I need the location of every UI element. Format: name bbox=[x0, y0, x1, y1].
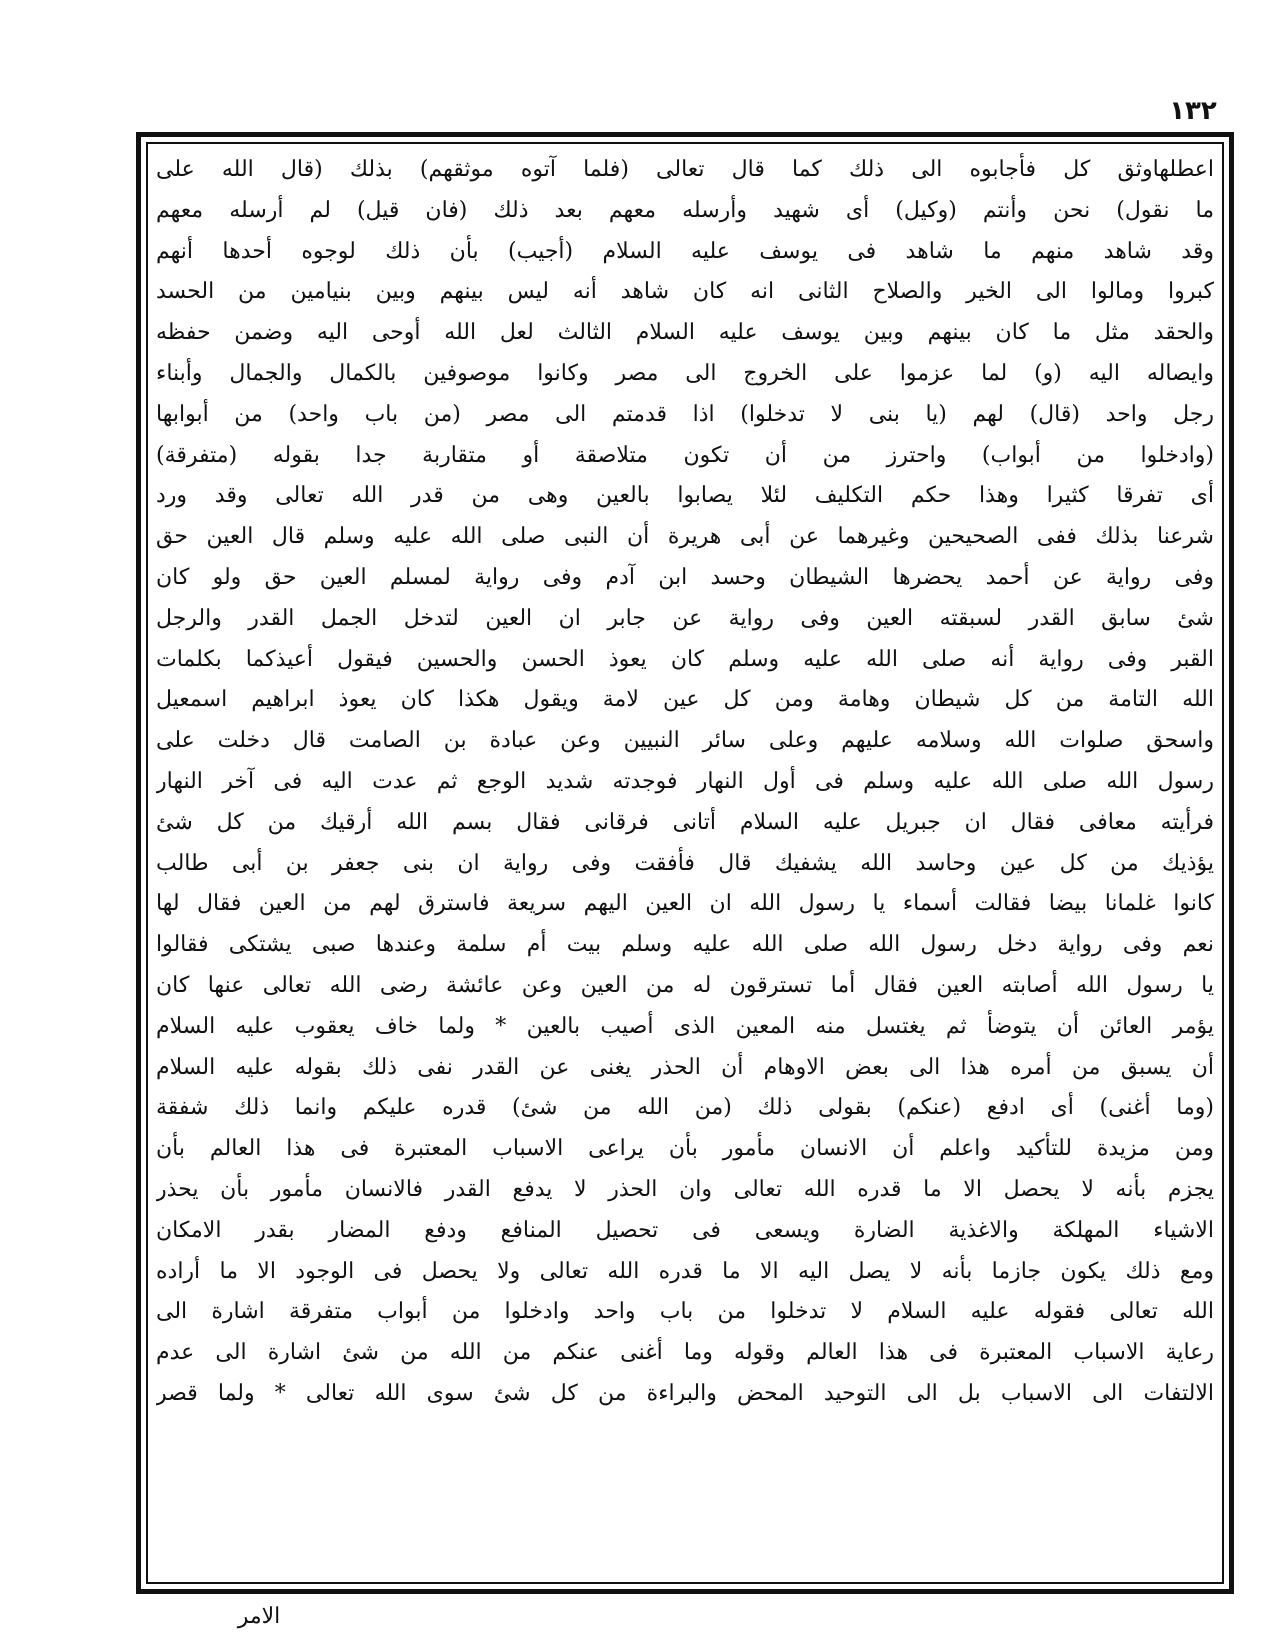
text-line: وقد شاهد منهم ما شاهد فى يوسف عليه السلام (أجيب) بأن ذلك لوجوه أحدها أنهم bbox=[156, 238, 1214, 264]
text-line: ما نقول) نحن وأنتم (وكيل) أى شهيد وأرسله معهم بعد ذلك (فان قيل) لم أرسله معهم bbox=[156, 197, 1214, 223]
text-line: اعطلهاوثق كل فأجابوه الى ذلك كما قال تعالى (فلما آتوه موثقهم) بذلك (قال الله على bbox=[156, 157, 1214, 182]
text-line: واسحق صلوات الله وسلامه عليهم وعلى سائر النبيين وعن عبادة بن الصامت قال دخلت على bbox=[156, 728, 1214, 754]
text-line: أى تفرقا كثيرا وهذا حكم التكليف لئلا يصابوا بالعين وهى من قدر الله تعالى وقد ورد bbox=[156, 483, 1214, 509]
catchword: الامر bbox=[237, 1604, 281, 1629]
main-text-block bbox=[156, 150, 1214, 1582]
text-line: فرأيته معافى فقال ان جبريل عليه السلام أتانى فرقانى فقال بسم الله أرقيك من كل شئ bbox=[156, 809, 1214, 835]
text-line: الله التامة من كل شيطان وهامة ومن كل عين لامة ويقول هكذا كان يعوذ ابراهيم اسمعيل bbox=[156, 687, 1214, 713]
text-line: يؤذيك من كل عين وحاسد الله يشفيك قال فأفقت وفى رواية ان بنى جعفر بن أبى طالب bbox=[156, 850, 1214, 876]
text-line: رعاية الاسباب المعتبرة فى هذا العالم وقوله وما أغنى عنكم من الله من شئ اشارة الى عدم bbox=[156, 1340, 1214, 1366]
text-line: شئ سابق القدر لسبقته العين وفى رواية عن جابر ان العين لتدخل الجمل القدر والرجل bbox=[156, 605, 1214, 631]
text-line: الاشياء المهلكة والاغذية الضارة ويسعى فى تحصيل المنافع ودفع المضار بقدر الامكان bbox=[156, 1217, 1214, 1243]
text-line: شرعنا بذلك ففى الصحيحين وغيرهما عن أبى هريرة أن النبى صلى الله عليه وسلم قال العين حق bbox=[156, 524, 1214, 550]
text-line: يؤمر العائن أن يتوضأ ثم يغتسل منه المعين الذى أصيب بالعين * ولما خاف يعقوب عليه السلام bbox=[156, 1013, 1214, 1039]
text-line: والحقد مثل ما كان بينهم وبين يوسف عليه السلام الثالث لعل الله أوحى اليه وضمن حفظه bbox=[156, 320, 1214, 346]
text-line: وايصاله اليه (و) لما عزموا على الخروج الى مصر وكانوا موصوفين بالكمال والجمال وأبناء bbox=[156, 360, 1214, 386]
text-line: (وما أغنى) أى ادفع (عنكم) بقولى ذلك (من الله من شئ) قدره عليكم وانما ذلك شفقة bbox=[156, 1095, 1214, 1121]
text-line: كبروا ومالوا الى الخير والصلاح الثانى انه كان شاهد أنه ليس بينهم وبين بنيامين من الحسد bbox=[156, 279, 1214, 305]
text-line: الالتفات الى الاسباب بل الى التوحيد المحض والبراءة من كل شئ سوى الله تعالى * ولما قصر bbox=[156, 1380, 1214, 1406]
text-line: (وادخلوا من أبواب) واحترز من أن تكون متلاصقة أو متقاربة جدا بقوله (متفرقة) bbox=[156, 442, 1214, 468]
text-line: وفى رواية عن أحمد يحضرها الشيطان وحسد ابن آدم وفى رواية لمسلم العين حق ولو كان bbox=[156, 564, 1214, 590]
text-line: يجزم بأنه لا يحصل الا ما قدره الله تعالى وان الحذر لا يدفع القدر فالانسان مأمور بأن يحذر bbox=[156, 1176, 1214, 1202]
text-line: يا رسول الله أصابته العين فقال أما تسترقون له من العين وعن عائشة رضى الله تعالى عنها كان bbox=[156, 972, 1214, 998]
text-line: ومع ذلك يكون جازما بأنه لا يصل اليه الا ما قدره الله تعالى ولا يحصل فى الوجود الا ما أراده bbox=[156, 1258, 1214, 1284]
text-line: ومن مزيدة للتأكيد واعلم أن الانسان مأمور بأن يراعى الاسباب المعتبرة فى هذا العالم بأن bbox=[156, 1136, 1214, 1162]
text-line: رجل واحد (قال) لهم (يا بنى لا تدخلوا) اذا قدمتم الى مصر (من باب واحد) من أبوابها bbox=[156, 401, 1214, 427]
text-line: رسول الله صلى الله عليه وسلم فى أول النهار فوجدته شديد الوجع ثم عدت اليه فى آخر النهار bbox=[156, 768, 1214, 794]
page-number: ١٣٢ bbox=[1169, 96, 1217, 126]
text-line: كانوا غلمانا بيضا فقالت أسماء يا رسول الله ان العين اليهم سريعة فاسترق لهم من العين فقال لها bbox=[156, 891, 1214, 917]
text-line: الله تعالى فقوله عليه السلام لا تدخلوا من باب واحد وادخلوا من أبواب متفرقة اشارة الى bbox=[156, 1299, 1214, 1325]
text-line: أن يسبق من أمره هذا الى بعض الاوهام أن الحذر يغنى عن القدر نفى ذلك بقوله عليه السلام bbox=[156, 1054, 1214, 1080]
text-line: القبر وفى رواية أنه صلى الله عليه وسلم كان يعوذ الحسن والحسين فيقول أعيذكما بكلمات bbox=[156, 646, 1214, 672]
text-line: نعم وفى رواية دخل رسول الله صلى الله عليه وسلم بيت أم سلمة وعندها صبى يشتكى فقالوا bbox=[156, 932, 1214, 958]
